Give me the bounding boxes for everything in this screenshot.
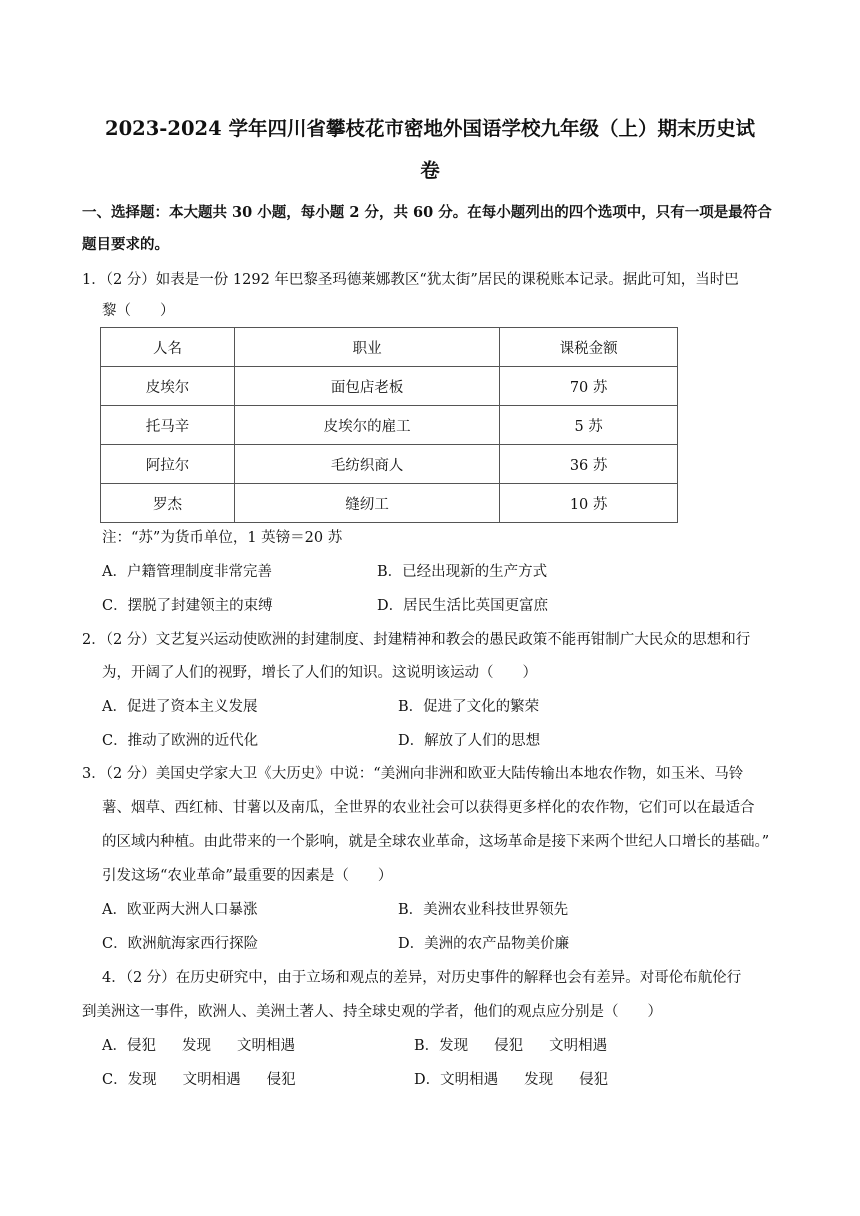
q4-option-c[interactable] (102, 1070, 296, 1090)
q2-option-a[interactable]: A．促进了资本主义发展 (102, 699, 258, 715)
option-item: 文明相遇 (236, 1038, 295, 1054)
q1-note: 注：“苏”为货币单位，1 英镑＝20 苏 (102, 530, 343, 546)
q3-stem-line3: 的区域内种植。由此带来的一个影响，就是全球农业革命，这场革命是接下来两个世纪人口增长的基础。” (102, 834, 770, 850)
option-item: 发现 (127, 1072, 157, 1088)
table-cell: 缝纫工 (235, 484, 500, 523)
q4-option-d[interactable] (414, 1070, 608, 1090)
q3-option-a[interactable]: A．欧亚两大洲人口暴涨 (102, 902, 258, 918)
q2-option-b[interactable]: B．促进了文化的繁荣 (398, 699, 540, 715)
table-header-row (101, 328, 678, 367)
q3-stem-line2: 薯、烟草、西红柿、甘薯以及南瓜，全世界的农业社会可以获得更多样化的农作物，它们可以在最适合 (102, 800, 755, 816)
table-row (101, 367, 678, 406)
option-letter: C． (102, 1072, 128, 1088)
table-cell: 面包店老板 (235, 367, 500, 406)
q3-stem-line1: 3．（2 分）美国史学家大卫《大历史》中说：“美洲向非洲和欧亚大陆传输出本地农作物，如玉米、马铃 (82, 766, 744, 782)
q1-stem-line1: 1．（2 分）如表是一份 1292 年巴黎圣玛德莱娜教区“犹太街”居民的课税账本记录。据此可知，当时巴 (82, 272, 739, 288)
table-cell: 毛纺织商人 (235, 445, 500, 484)
q2-stem-line1: 2．（2 分）文艺复兴运动使欧洲的封建制度、封建精神和教会的愚民政策不能再钳制广大民众的思想和行 (82, 632, 751, 648)
option-item: 侵犯 (266, 1072, 296, 1088)
option-item: 发现 (524, 1072, 554, 1088)
exam-title-line2: 卷 (420, 159, 440, 182)
q4-option-b[interactable] (414, 1036, 607, 1056)
table-header-cell: 职业 (235, 328, 500, 367)
option-item: 发现 (439, 1038, 469, 1054)
table-cell: 36 苏 (500, 445, 678, 484)
option-letter: D． (414, 1072, 441, 1088)
option-item: 侵犯 (126, 1038, 156, 1054)
option-item: 侵犯 (579, 1072, 609, 1088)
q2-option-d[interactable]: D．解放了人们的思想 (398, 733, 541, 749)
table-header-cell: 课税金额 (500, 328, 678, 367)
q1-option-d[interactable]: D．居民生活比英国更富庶 (377, 598, 549, 614)
option-item: 文明相遇 (182, 1072, 241, 1088)
exam-title-line1: 2023-2024 学年四川省攀枝花市密地外国语学校九年级（上）期末历史试 (105, 117, 755, 140)
table-cell: 5 苏 (500, 406, 678, 445)
table-cell: 皮埃尔的雇工 (235, 406, 500, 445)
q3-option-c[interactable]: C．欧洲航海家西行探险 (102, 936, 259, 952)
q1-stem-line2: 黎（ ） (102, 303, 175, 319)
option-item: 发现 (181, 1038, 211, 1054)
table-header-cell: 人名 (101, 328, 235, 367)
q1-option-a[interactable]: A．户籍管理制度非常完善 (102, 564, 272, 580)
table-cell: 70 苏 (500, 367, 678, 406)
q1-option-b[interactable]: B．已经出现新的生产方式 (377, 564, 548, 580)
q3-option-d[interactable]: D．美洲的农产品物美价廉 (398, 936, 570, 952)
q4-stem-line1: 4．（2 分）在历史研究中，由于立场和观点的差异，对历史事件的解释也会有差异。对哥伦布航伦行 (102, 970, 742, 986)
table-cell: 皮埃尔 (101, 367, 235, 406)
option-item: 文明相遇 (549, 1038, 608, 1054)
q3-stem-line4: 引发这场“农业革命”最重要的因素是（ ） (102, 868, 393, 884)
option-item: 侵犯 (494, 1038, 524, 1054)
table-row (101, 445, 678, 484)
section-heading-line1: 一、选择题：本大题共 30 小题，每小题 2 分，共 60 分。在每小题列出的四个选项中，只有一项是最符合 (82, 204, 772, 221)
table-cell: 罗杰 (101, 484, 235, 523)
table-cell: 10 苏 (500, 484, 678, 523)
q2-stem-line2: 为，开阔了人们的视野，增长了人们的知识。这说明该运动（ ） (102, 665, 537, 681)
table-row (101, 484, 678, 523)
table-cell: 阿拉尔 (101, 445, 235, 484)
option-item: 文明相遇 (440, 1072, 499, 1088)
q4-option-a[interactable] (102, 1036, 295, 1056)
section-heading-line2: 题目要求的。 (82, 236, 169, 253)
table-cell: 托马辛 (101, 406, 235, 445)
table-row (101, 406, 678, 445)
q1-option-c[interactable]: C．摆脱了封建领主的束缚 (102, 598, 273, 614)
option-letter: B． (414, 1038, 440, 1054)
q3-option-b[interactable]: B．美洲农业科技世界领先 (398, 902, 569, 918)
q2-option-c[interactable]: C．推动了欧洲的近代化 (102, 733, 259, 749)
option-letter: A． (102, 1038, 127, 1054)
tax-record-table (100, 327, 678, 523)
q4-stem-line2: 到美洲这一事件，欧洲人、美洲土著人、持全球史观的学者，他们的观点应分别是（ ） (82, 1004, 662, 1020)
